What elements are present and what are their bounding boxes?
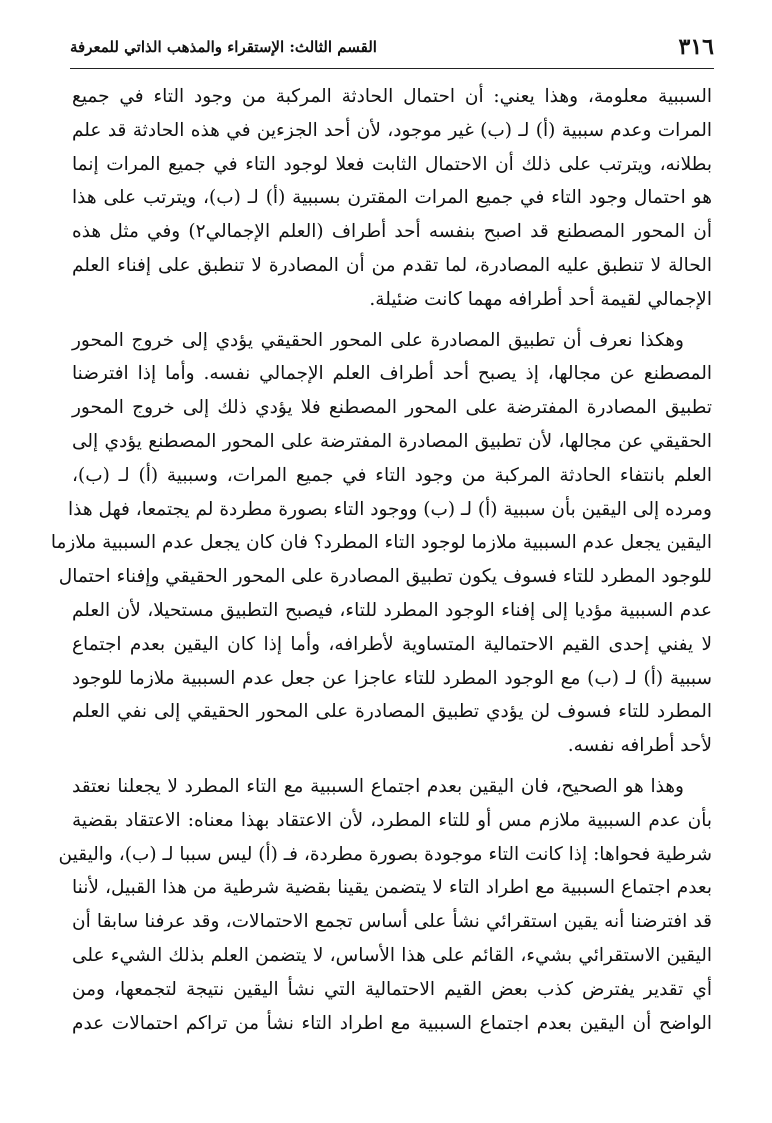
text-line: وهذا هو الصحيح، فان اليقين بعدم اجتماع السببية مع التاء المطرد لا يجعلنا نعتقد [72, 775, 684, 797]
text-line: الحقيقي عن مجالها، لأن تطبيق المصادرة المفترضة على المحور المصطنع يؤدي إلى [72, 430, 712, 452]
text-line: المطرد للتاء فسوف لن يؤدي تطبيق المصادرة على المحور الحقيقي إلى نفي العلم [72, 701, 712, 723]
text-line: المرات وعدم سببية (أ) لـ (ب) غير موجود، لأن أحد الجزءين في هذه الحادثة قد علم [72, 119, 712, 141]
text-line: الإجمالي لقيمة أحد أطرافه مهما كانت ضئيلة. [369, 288, 712, 310]
text-line: عدم السببية مؤديا إلى إفناء الوجود المطرد للتاء، فيصبح التطبيق مستحيلا، لأن العلم [72, 599, 712, 621]
text-line: أي تقدير يفترض كذب بعض القيم الاحتمالية التي نشأ اليقين نتيجة لتجمعها، ومن [72, 978, 712, 1000]
text-line: تطبيق المصادرة المفترضة على المحور المصطنع فلا يؤدي ذلك إلى خروج المحور [72, 397, 712, 419]
running-title: القسم الثالث: الإستقراء والمذهب الذاتي للمعرفة [70, 38, 377, 56]
text-line: الحالة لا تنطبق عليه المصادرة، لما تقدم من أن المصادرة لا تنطبق على إفناء العلم [72, 254, 712, 276]
page-body [50, 80, 712, 1047]
text-line: بعدم اجتماع السببية مع اطراد التاء لا يتضمن يقينا بقضية شرطية من هذا القبيل، لأننا [72, 877, 712, 899]
text-line: لأحد أطرافه نفسه. [567, 735, 712, 757]
paragraph [50, 324, 712, 763]
text-line: قد افترضنا أنه يقين استقرائي نشأ على أساس تجمع الاحتمالات، وقد عرفنا سابقا أن [72, 911, 712, 933]
text-line: أن المحور المصطنع قد اصبح بنفسه أحد أطراف (العلم الإجمالي٢) وفي مثل هذه [72, 221, 712, 243]
text-line: المصطنع عن مجالها، إذ يصبح أحد أطراف العلم الإجمالي نفسه. وأما إذا افترضنا [72, 363, 712, 385]
text-line: بأن عدم السببية ملازم مس أو للتاء المطرد، لأن الاعتقاد بهذا معناه: الاعتقاد بقضية [72, 809, 712, 831]
text-line: سببية (أ) لـ (ب) مع الوجود المطرد للتاء عاجزا عن جعل عدم السببية ملازما للوجود [72, 667, 712, 689]
text-line: هو احتمال وجود التاء في جميع المرات المقترن بسببية (أ) لـ (ب)، ويترتب على هذا [72, 187, 712, 209]
text-line: السببية معلومة، وهذا يعني: أن احتمال الحادثة المركبة من وجود التاء في جميع [72, 86, 712, 107]
text-line: شرطية فحواها: إذا كانت التاء موجودة بصورة مطردة، فـ (أ) ليس سببا لـ (ب)، واليقين [58, 843, 712, 865]
text-line: وهكذا نعرف أن تطبيق المصادرة على المحور الحقيقي يؤدي إلى خروج المحور [72, 329, 684, 351]
text-line: العلم بانتفاء الحادثة المركبة من وجود التاء في جميع المرات، وسببية (أ) لـ (ب)، [72, 464, 712, 486]
text-line: اليقين الاستقرائي بشيء، القائم على هذا الأساس، لا يتضمن العلم بذلك الشيء على [72, 944, 712, 966]
paragraph [58, 770, 712, 1040]
text-line: اليقين يجعل عدم السببية ملازما لوجود التاء المطرد؟ فان كان يجعل عدم السببية ملازما [50, 532, 712, 554]
text-line: لا يفني إحدى القيم الاحتمالية المتساوية لأطرافه، وأما إذا كان اليقين بعدم اجتماع [72, 633, 712, 655]
text-line: الواضح أن اليقين بعدم اجتماع السببية مع اطراد التاء نشأ من تراكم احتمالات عدم [72, 1012, 712, 1034]
page-header [70, 30, 714, 69]
text-line: للوجود المطرد للتاء فسوف يكون تطبيق المصادرة على المحور الحقيقي وإفناء احتمال [58, 566, 712, 588]
page-number: ٣١٦ [678, 34, 714, 60]
text-line: ومرده إلى اليقين بأن سببية (أ) لـ (ب) ووجود التاء بصورة مطردة لم يجتمعا، فهل هذا [67, 498, 712, 520]
paragraph [72, 80, 712, 317]
text-line: بطلانه، ويترتب على ذلك أن الاحتمال الثابت فعلا لوجود التاء في جميع المرات إنما [72, 153, 712, 175]
